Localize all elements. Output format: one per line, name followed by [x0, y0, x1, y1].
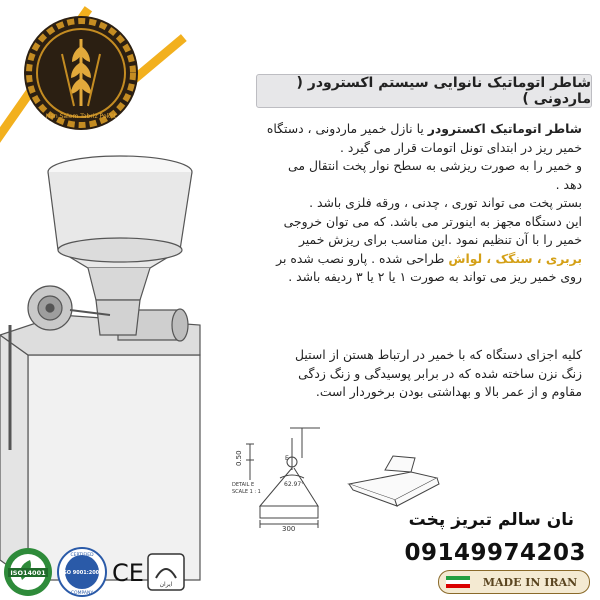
extruder-machine-illustration — [0, 150, 262, 590]
iso9001-bot-label: COMPANY — [70, 591, 94, 596]
phone-number: 09149974203 — [404, 540, 586, 566]
drawing-scale-label: SCALE 1 : 1 — [232, 489, 261, 495]
iso9001-mid-label: ISO 9001:2008 — [61, 570, 103, 576]
drawing-dim-050: 0.50 — [235, 450, 243, 466]
desc-line: خمیر را با آن تنظیم نمود .این مناسب برای ریزش خمیر — [298, 232, 582, 247]
bread-types-highlight: بربری ، سنگک ، لواش — [448, 250, 582, 266]
desc-line: مقاوم و از عمر بالا و بهداشتی بودن برخوردار است. — [315, 384, 582, 399]
desc-line: زنگ نزن ساخته شده که در برابر پوسیدگی و زنگ زدگی — [298, 365, 582, 381]
iran-standard-label: ایران — [159, 581, 173, 588]
desc-line: روی خمیر ریز می تواند به صورت ۱ یا ۲ یا ۳ ردیفه باشد . — [288, 269, 582, 284]
made-in-text: MADE IN IRAN — [482, 576, 578, 589]
desc-line: خمیر ریز در ابتدای تونل اتومات قرار می گیرد . — [339, 139, 582, 155]
drawing-label-e: E — [285, 455, 289, 462]
iso14001-label: ISO14001 — [10, 569, 46, 577]
description-paragraph-2 — [236, 346, 582, 402]
drawing-width: 300 — [282, 525, 296, 532]
iso9001-icon — [56, 546, 108, 598]
iso9001-top-label: CERTIFIED — [70, 553, 94, 558]
desc-line: طراحی شده . پارو نصب شده بر — [276, 250, 449, 266]
made-in-iran-badge — [438, 570, 590, 594]
page-title-text: شاطر اتوماتیک نانوایی سیستم اکسترودر ( ماردونی ) — [296, 75, 591, 107]
desc-line: دهد . — [555, 176, 582, 192]
drawing-detail-label: DETAIL E — [232, 482, 255, 488]
desc-line: و خمیر را به صورت ریزشی به سطح نوار پخت انتقال می — [288, 158, 582, 173]
company-logo — [22, 14, 140, 132]
ce-mark-icon — [108, 550, 148, 594]
brand-name: نان سالم تبریز پخت — [408, 510, 574, 530]
drawing-angle: 62.97° — [284, 481, 305, 488]
desc-line: یا نازل خمیر ماردونی ، دستگاه — [266, 121, 428, 136]
desc-line: کلیه اجزای دستگاه که با خمیر در ارتباط هستن از استیل — [295, 347, 582, 362]
logo-text: Nan Salem Tabriz Pokht — [45, 113, 117, 120]
page-title — [256, 74, 592, 108]
iran-standard-icon — [146, 552, 186, 592]
product-name-bold: شاطر اتوماتیک اکسترودر — [427, 121, 582, 136]
desc-line: این دستگاه مجهز به اینورتر می باشد. که می توان خروجی — [283, 213, 582, 229]
description-paragraph-1 — [236, 120, 582, 287]
desc-line: بستر پخت می تواند توری ، چدنی ، ورقه فلزی باشد . — [309, 195, 582, 210]
iso14001-icon — [2, 546, 54, 598]
ce-label: CE — [112, 559, 144, 587]
nozzle-sketch — [345, 448, 441, 510]
